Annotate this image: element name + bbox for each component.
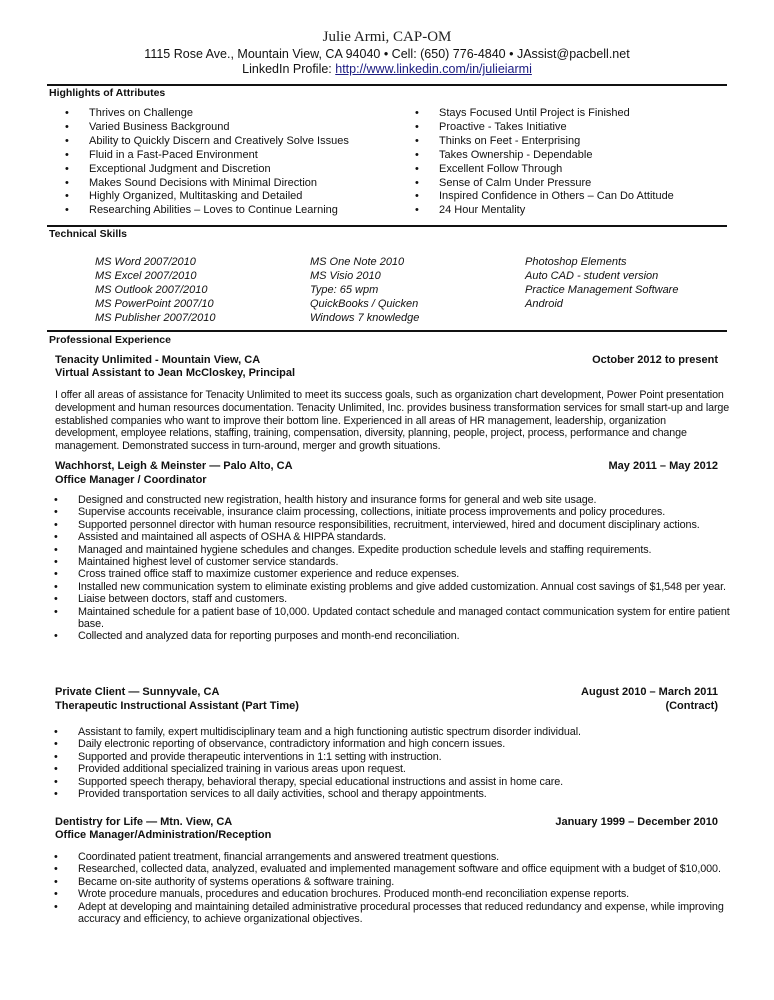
list-item: • Stays Focused Until Project is Finished xyxy=(415,107,735,121)
list-item: • Provided transportation services to all daily activities, school and therapy appointments. xyxy=(54,788,732,800)
skill-item: MS Excel 2007/2010 xyxy=(95,270,197,282)
skill-item: MS PowerPoint 2007/10 xyxy=(95,298,214,310)
job-role: Virtual Assistant to Jean McCloskey, Principal xyxy=(55,367,296,379)
highlights-right-list xyxy=(415,107,735,218)
list-item: • Designed and constructed new registration, health history and insurance forms for general and web site usage. xyxy=(54,494,732,506)
skill-item: Android xyxy=(525,298,563,310)
list-item: • Collected and analyzed data for reporting purposes and month-end reconciliation. xyxy=(54,630,732,642)
skill-item: MS Publisher 2007/2010 xyxy=(95,312,216,324)
list-item: • Became on-site authority of systems operations & software training. xyxy=(54,876,732,888)
skill-item: MS One Note 2010 xyxy=(310,256,405,268)
linkedin-label: LinkedIn Profile: xyxy=(242,62,336,76)
job-dates: January 1999 – December 2010 xyxy=(555,816,718,828)
list-item: • Researched, collected data, analyzed, evaluated and implemented management software and office equipment with a budget of $10,000. xyxy=(54,863,732,875)
skill-item: MS Outlook 2007/2010 xyxy=(95,284,208,296)
experience-title: Professional Experience xyxy=(49,334,171,346)
skills-column-1 xyxy=(95,255,215,325)
list-item: • Sense of Calm Under Pressure xyxy=(415,177,735,191)
list-item: • Excellent Follow Through xyxy=(415,163,735,177)
list-item: • Daily electronic reporting of observance, contradictory information and high concern issues. xyxy=(54,738,732,750)
job-company: Dentistry for Life — Mtn. View, CA xyxy=(55,816,233,828)
job-role: Office Manager / Coordinator xyxy=(55,474,207,486)
job-role: Office Manager/Administration/Reception xyxy=(55,829,272,841)
skill-item: Photoshop Elements xyxy=(525,256,627,268)
job-role: Therapeutic Instructional Assistant (Part Time) xyxy=(55,700,299,712)
job-bullets xyxy=(54,851,732,925)
skills-column-2 xyxy=(310,255,419,325)
list-item: • Maintained schedule for a patient base of 10,000. Updated contact schedule and managed contact communication system for entire patient base. xyxy=(54,606,732,631)
list-item: • 24 Hour Mentality xyxy=(415,204,735,218)
list-item: • Proactive - Takes Initiative xyxy=(415,121,735,135)
list-item: • Makes Sound Decisions with Minimal Direction xyxy=(65,177,395,191)
list-item: • Supported personnel director with human resource responsibilities, recruitment, interviewed, hired and document disciplinary actions. xyxy=(54,519,732,531)
list-item: • Provided additional specialized training in various areas upon request. xyxy=(54,763,732,775)
list-item: • Takes Ownership - Dependable xyxy=(415,149,735,163)
highlights-left-list xyxy=(65,107,395,218)
job-dates: October 2012 to present xyxy=(592,354,718,366)
skill-item: Type: 65 wpm xyxy=(310,284,379,296)
job-bullets xyxy=(54,494,732,643)
skills-title: Technical Skills xyxy=(49,228,128,240)
list-item: • Thrives on Challenge xyxy=(65,107,395,121)
list-item: • Managed and maintained hygiene schedules and changes. Expedite production schedule levels and staffing requirements. xyxy=(54,544,732,556)
linkedin-line xyxy=(0,62,774,76)
list-item: • Supported and provide therapeutic interventions in 1:1 setting with instruction. xyxy=(54,751,732,763)
list-item: • Inspired Confidence in Others – Can Do Attitude xyxy=(415,190,735,204)
list-item: • Wrote procedure manuals, procedures and education brochures. Produced month-end reconciliation expense reports. xyxy=(54,888,732,900)
skill-item: QuickBooks / Quicken xyxy=(310,298,419,310)
linkedin-link[interactable]: http://www.linkedin.com/in/julieiarmi xyxy=(335,62,532,76)
contact-line: 1115 Rose Ave., Mountain View, CA 94040 • Cell: (650) 776-4840 • JAssist@pacbell.net xyxy=(144,47,630,61)
list-item: • Ability to Quickly Discern and Creatively Solve Issues xyxy=(65,135,395,149)
list-item: • Researching Abilities – Loves to Continue Learning xyxy=(65,204,395,218)
job-bullets xyxy=(54,726,732,800)
list-item: • Supported speech therapy, behavioral therapy, special educational instructions and assist in home care. xyxy=(54,776,732,788)
skill-item: MS Visio 2010 xyxy=(310,270,381,282)
list-item: • Assistant to family, expert multidisciplinary team and a high functioning autistic spectrum disorder individual. xyxy=(54,726,732,738)
section-divider xyxy=(47,84,727,86)
list-item: • Varied Business Background xyxy=(65,121,395,135)
list-item: • Coordinated patient treatment, financial arrangements and answered treatment questions. xyxy=(54,851,732,863)
list-item: • Adept at developing and maintaining detailed administrative procedural processes that reduced redundancy and expense, while improving accuracy and efficiency, to achieve organizational objectives. xyxy=(54,901,732,926)
candidate-name: Julie Armi, CAP-OM xyxy=(322,29,452,45)
job-summary: I offer all areas of assistance for Tenacity Unlimited to meet its success goals, such as organization chart development, Power Point presentation development and human resources documentation. Tenacity Unlimited, Inc. provides business transformation services for small start-up and large established companies who want to improve their bottom line. Experienced in all areas of HR management, leadership, organization development, employee relations, staffing, training, compensation, diversity, planning, people, project, process, performance and change management. Demonstrated success in turn-around, merger and growth situations. xyxy=(55,389,730,453)
job-dates: August 2010 – March 2011 xyxy=(581,686,718,698)
skills-column-3 xyxy=(525,255,678,311)
list-item: • Highly Organized, Multitasking and Detailed xyxy=(65,190,395,204)
skill-item: Practice Management Software xyxy=(525,284,679,296)
job-company: Private Client — Sunnyvale, CA xyxy=(55,686,220,698)
list-item: • Liaise between doctors, staff and customers. xyxy=(54,593,732,605)
section-divider xyxy=(47,225,727,227)
skill-item: Windows 7 knowledge xyxy=(310,312,420,324)
list-item: • Fluid in a Fast-Paced Environment xyxy=(65,149,395,163)
skill-item: Auto CAD - student version xyxy=(525,270,659,282)
list-item: • Cross trained office staff to maximize customer experience and reduce expenses. xyxy=(54,568,732,580)
highlights-title: Highlights of Attributes xyxy=(49,87,166,99)
job-company: Wachhorst, Leigh & Meinster — Palo Alto, CA xyxy=(55,460,293,472)
list-item: • Thinks on Feet - Enterprising xyxy=(415,135,735,149)
list-item: • Assisted and maintained all aspects of OSHA & HIPPA standards. xyxy=(54,531,732,543)
job-company: Tenacity Unlimited - Mountain View, CA xyxy=(55,354,261,366)
job-dates: May 2011 – May 2012 xyxy=(608,460,718,472)
list-item: • Supervise accounts receivable, insurance claim processing, collections, initiate process improvements and policy procedures. xyxy=(54,506,732,518)
skill-item: MS Word 2007/2010 xyxy=(95,256,196,268)
job-dates-note: (Contract) xyxy=(665,700,718,712)
section-divider xyxy=(47,330,727,332)
list-item: • Exceptional Judgment and Discretion xyxy=(65,163,395,177)
list-item: • Installed new communication system to eliminate existing problems and give added customization. Annual cost savings of $1,548 per year. xyxy=(54,581,732,593)
list-item: • Maintained highest level of customer service standards. xyxy=(54,556,732,568)
